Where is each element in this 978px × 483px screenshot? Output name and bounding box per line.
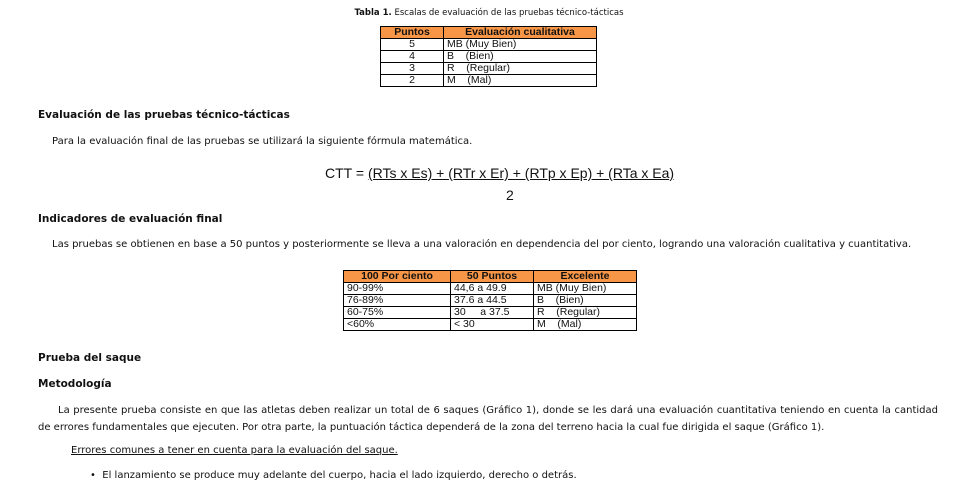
col-header-puntos: Puntos (381, 27, 444, 39)
table-row (381, 39, 597, 51)
table-cell: M (Mal) (534, 319, 637, 331)
table-row (381, 63, 597, 75)
col-header-porciento: 100 Por ciento (344, 271, 451, 283)
formula-lhs: CTT (325, 165, 352, 181)
table-cell: M (Mal) (444, 75, 597, 87)
table-cell: 44,6 a 49.9 (451, 283, 534, 295)
table1-caption-text: Escalas de evaluación de las pruebas técnico-tácticas (391, 8, 624, 18)
list-item-text: El lanzamiento se produce muy adelante del cuerpo, hacia el lado izquierdo, derecho o detrás. (102, 470, 577, 481)
col-header-puntos: 50 Puntos (451, 271, 534, 283)
table-cell: 4 (381, 51, 444, 63)
table-row (381, 75, 597, 87)
table-cell: B (Bien) (534, 295, 637, 307)
section-heading-indicadores: Indicadores de evaluación final (38, 213, 223, 225)
final-indicators-table (343, 270, 637, 331)
section-heading-saque: Prueba del saque (38, 352, 142, 364)
table-row (344, 307, 637, 319)
table-cell: 30 a 37.5 (451, 307, 534, 319)
table-cell: MB (Muy Bien) (534, 283, 637, 295)
methodology-paragraph: La presente prueba consiste en que las atletas deben realizar un total de 6 saques (Gráfico 1), donde se les dará una evaluación cuantitativa teniendo en cuenta la cantidad de errores fundamentales que ejecuten. Por otra parte, la puntuación táctica dependerá de la zona del terreno hacia la cual fue dirigida el saque (Gráfico 1). (38, 405, 938, 433)
table-cell: R (Regular) (444, 63, 597, 75)
table-header-row (381, 27, 597, 39)
formula-equals: = (355, 165, 365, 181)
formula-line (325, 165, 674, 181)
table-cell: <60% (344, 319, 451, 331)
table-cell: < 30 (451, 319, 534, 331)
formula-numerator: (RTs x Es) + (RTr x Er) + (RTp x Ep) + (RTa x Ea) (367, 165, 675, 181)
table-header-row (344, 271, 637, 283)
list-item (90, 470, 577, 481)
table-cell: R (Regular) (534, 307, 637, 319)
section-subheading-metodologia: Metodología (38, 378, 112, 390)
table1-caption-label: Tabla 1. (354, 8, 392, 18)
table-cell: B (Bien) (444, 51, 597, 63)
col-header-excelente: Excelente (534, 271, 637, 283)
col-header-evaluacion: Evaluación cualitativa (444, 27, 597, 39)
table-cell: 5 (381, 39, 444, 51)
table-row (381, 51, 597, 63)
section-heading-evaluacion: Evaluación de las pruebas técnico-tácticas (38, 109, 290, 121)
table1-caption (0, 8, 978, 18)
scales-table (380, 26, 597, 87)
table-row (344, 295, 637, 307)
section-paragraph: Las pruebas se obtienen en base a 50 puntos y posteriormente se lleva a una valoración en dependencia del por ciento, logrando una valoración cualitativa y cuantitativa. (52, 239, 912, 250)
table-cell: MB (Muy Bien) (444, 39, 597, 51)
table-row (344, 283, 637, 295)
table-cell: 90-99% (344, 283, 451, 295)
errors-title: Errores comunes a tener en cuenta para la evaluación del saque. (71, 445, 398, 456)
table-row (344, 319, 637, 331)
table-cell: 76-89% (344, 295, 451, 307)
formula-denominator: 2 (506, 187, 514, 203)
section-paragraph: Para la evaluación final de las pruebas se utilizará la siguiente fórmula matemática. (52, 136, 473, 147)
table-cell: 37.6 a 44.5 (451, 295, 534, 307)
bullet-dot-icon: • (90, 470, 96, 481)
table-cell: 3 (381, 63, 444, 75)
table-cell: 2 (381, 75, 444, 87)
table-cell: 60-75% (344, 307, 451, 319)
